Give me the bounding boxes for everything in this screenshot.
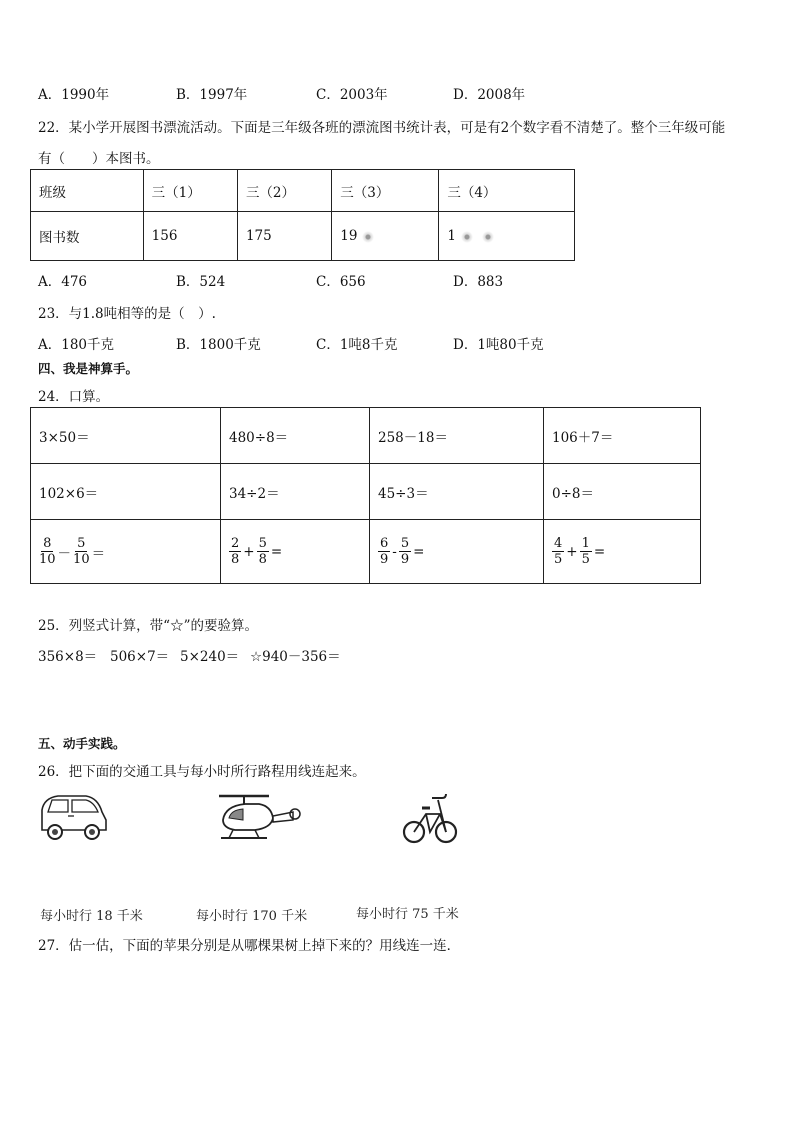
q21-option-b: B．1997年 (176, 87, 248, 103)
q22-table (30, 169, 575, 261)
q22-value-c3 (332, 212, 439, 261)
operator: - (392, 543, 397, 560)
q23-option-b: B．1800千克 (176, 337, 261, 353)
speed-label: 每小时行 18 千米 (40, 909, 143, 924)
equals-sign: = (413, 543, 425, 560)
section-5-heading: 五、动手实践。 (38, 736, 126, 751)
q24-cell: 480÷8＝ (221, 408, 370, 464)
fraction (399, 536, 411, 567)
operator: － (57, 545, 72, 562)
q22-option-c: C．656 (316, 274, 366, 290)
fraction (378, 536, 390, 567)
q22-header-c1: 三（1） (143, 170, 237, 212)
numerator: 5 (77, 536, 86, 551)
q22-option-a: A．476 (38, 274, 88, 290)
q22-value-c4 (439, 212, 575, 261)
operator: + (243, 543, 255, 560)
q22-option-b: B．524 (176, 274, 226, 290)
numerator: 5 (258, 536, 267, 551)
q24-text: 24．口算。 (38, 389, 110, 405)
q27-text: 27．估一估，下面的苹果分别是从哪棵果树上掉下来的？用线连一连． (38, 938, 461, 954)
q25-item: 5×240＝ (180, 649, 240, 665)
q22-value-c4-text: 1 (447, 228, 456, 245)
q23-option-a: A．180千克 (38, 337, 115, 353)
q22-text-line2: 有（ ）本图书。 (38, 151, 160, 167)
q24-cell: 0÷8＝ (544, 464, 701, 520)
q24-cell: 45÷3＝ (370, 464, 544, 520)
fraction (552, 536, 564, 567)
q23-text: 23．与1.8吨相等的是（ ）. (38, 306, 216, 322)
numerator: 2 (231, 536, 240, 551)
numerator: 6 (380, 536, 389, 551)
q21-option-c: C．2003年 (316, 87, 388, 103)
denominator: 9 (400, 552, 410, 567)
blurred-digit-icon (478, 231, 498, 243)
q24-cell: 34÷2＝ (221, 464, 370, 520)
speed-label: 每小时行 170 千米 (196, 909, 308, 924)
q24-cell: 102×6＝ (31, 464, 221, 520)
q24-fraction-cell (544, 520, 701, 584)
q23-option-c: C．1吨8千克 (316, 337, 398, 353)
q22-row-label: 图书数 (31, 212, 144, 261)
q21-option-a: A．1990年 (38, 87, 110, 103)
q25-text: 25．列竖式计算，带“☆”的要验算。 (38, 618, 258, 634)
q22-value-c1: 156 (143, 212, 237, 261)
bicycle-icon (402, 788, 458, 848)
numerator: 8 (43, 536, 52, 551)
equals-sign: = (270, 543, 283, 560)
q21-option-d: D．2008年 (453, 87, 526, 103)
q24-cell: 258－18＝ (370, 408, 544, 464)
q25-item: ☆940－356＝ (250, 649, 341, 665)
denominator: 8 (231, 552, 240, 567)
car-icon (38, 790, 110, 842)
equals-sign: ＝ (91, 545, 106, 562)
q22-value-c2: 175 (237, 212, 331, 261)
q22-option-d: D．883 (453, 274, 504, 290)
q26-text: 26．把下面的交通工具与每小时所行路程用线连起来。 (38, 764, 366, 780)
q22-header-class: 班级 (31, 170, 144, 212)
q24-table (30, 407, 701, 584)
q24-cell: 3×50＝ (31, 408, 221, 464)
q24-fraction-cell (221, 520, 370, 584)
numerator: 1 (581, 536, 590, 551)
blurred-digit-icon (358, 231, 378, 243)
q22-value-c3-text: 19 (340, 228, 358, 245)
fraction (580, 536, 592, 567)
q22-text-line1: 22．某小学开展图书漂流活动。下面是三年级各班的漂流图书统计表，可是有2个数字看不清楚了。整个三年级可能 (38, 120, 726, 136)
q24-cell: 106＋7＝ (544, 408, 701, 464)
helicopter-icon (215, 790, 301, 846)
q25-item: 356×8＝ (38, 649, 98, 665)
fraction (39, 536, 56, 567)
fraction (229, 536, 241, 567)
q23-option-d: D．1吨80千克 (453, 337, 544, 353)
fraction (257, 536, 269, 567)
blurred-digit-icon (457, 231, 477, 243)
numerator: 5 (400, 536, 410, 551)
q24-fraction-cell (370, 520, 544, 584)
denominator: 9 (380, 552, 389, 567)
equals-sign: = (593, 543, 606, 560)
q22-header-c3: 三（3） (332, 170, 439, 212)
operator: + (566, 543, 578, 560)
denominator: 10 (73, 552, 90, 567)
numerator: 4 (554, 536, 563, 551)
speed-label: 每小时行 75 千米 (356, 907, 459, 922)
q22-header-c4: 三（4） (439, 170, 575, 212)
denominator: 5 (554, 552, 563, 567)
denominator: 8 (258, 552, 267, 567)
denominator: 5 (581, 552, 590, 567)
denominator: 10 (39, 552, 56, 567)
q24-fraction-cell (31, 520, 221, 584)
q25-item: 506×7＝ (110, 649, 170, 665)
section-4-heading: 四、我是神算手。 (38, 361, 139, 376)
q22-header-c2: 三（2） (237, 170, 331, 212)
fraction (73, 536, 90, 567)
